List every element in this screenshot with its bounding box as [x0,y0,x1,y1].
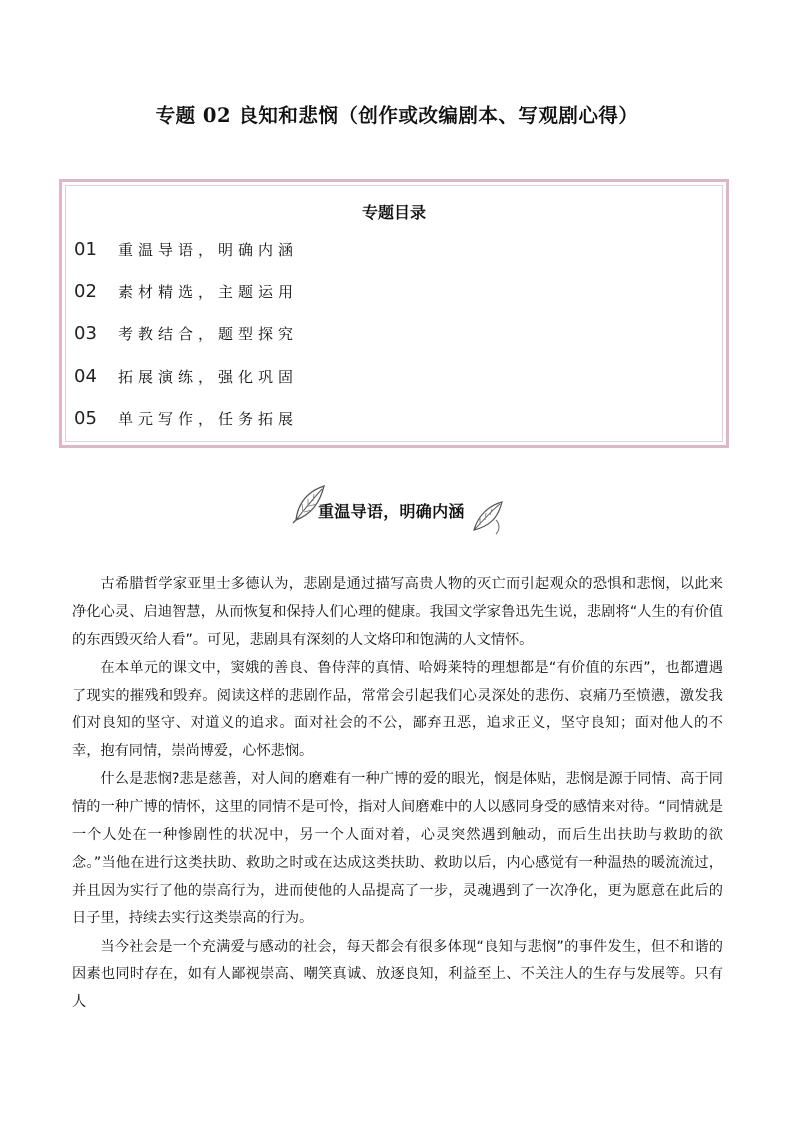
section-title: 重温导语，明确内涵 [318,502,465,521]
toc-item [74,406,298,432]
toc-item-number: 04 [74,366,97,387]
section-header [282,482,512,540]
paragraph: 当今社会是一个充满爱与感动的社会，每天都会有很多体现“良知与悲悯”的事件发生，但不和谐的因素也同时存在，如有人鄙视崇高、嘲笑真诚、放逐良知，利益至上、不关注人的生存与发展等。只有人 [72,938,723,1011]
toc-item [74,321,298,347]
toc-item-label: 重温导语，明确内涵 [118,241,299,259]
document-title: 专题 02 良知和悲悯（创作或改编剧本、写观剧心得） [155,104,639,127]
toc-item-label: 考教结合，题型探究 [118,325,299,343]
toc-heading: 专题目录 [361,203,426,222]
toc-item-label: 拓展演练，强化巩固 [118,368,299,386]
body-text [72,571,723,1017]
leaf-icon [470,496,506,536]
paragraph: 什么是悲悯?悲是慈善，对人间的磨难有一种广博的爱的眼光，悯是体贴，悲悯是源于同情、高于同情的一种广博的情怀，这里的同情不是可怜，指对人间磨难中的人以感同身受的感情来对待。“同情就是一个人处在一种惨剧性的状况中，另一个人面对着，心灵突然遇到触动，而后生出扶助与救助的欲念。”当他在进行这类扶助、救助之时或在达成这类扶助、救助以后，内心感觉有一种温热的暖流流过，并且因为实行了他的崇高行为，进而使他的人品提高了一步，灵魂遇到了一次净化，更为愿意在此后的日子里，持续去实行这类崇高的行为。 [72,771,723,927]
toc-item-number: 01 [74,239,97,260]
table-of-contents [59,179,729,448]
toc-item [74,364,298,390]
paragraph: 在本单元的课文中，窦娥的善良、鲁侍萍的真情、哈姆莱特的理想都是“有价值的东西”，也都遭遇了现实的摧残和毁弃。阅读这样的悲剧作品，常常会引起我们心灵深处的悲伤、哀痛乃至愤懑，激发我们对良知的坚守、对道义的追求。面对社会的不公，鄙弃丑恶，追求正义，坚守良知；面对他人的不幸，抱有同情，崇尚博爱，心怀悲悯。 [72,659,723,760]
toc-item [74,237,298,263]
toc-item-number: 03 [74,323,97,344]
paragraph: 古希腊哲学家亚里士多德认为，悲剧是通过描写高贵人物的灭亡而引起观众的恐惧和悲悯，以此来净化心灵、启迪智慧，从而恢复和保持人们心理的健康。我国文学家鲁迅先生说，悲剧将“人生的有价值的东西毁灭给人看”。可见，悲剧具有深刻的人文烙印和饱满的人文情怀。 [72,576,723,648]
toc-item-number: 05 [74,408,97,429]
toc-item-label: 单元写作，任务拓展 [118,410,299,428]
toc-item-number: 02 [74,281,97,302]
toc-item [74,279,298,305]
toc-item-label: 素材精选，主题运用 [118,283,299,301]
